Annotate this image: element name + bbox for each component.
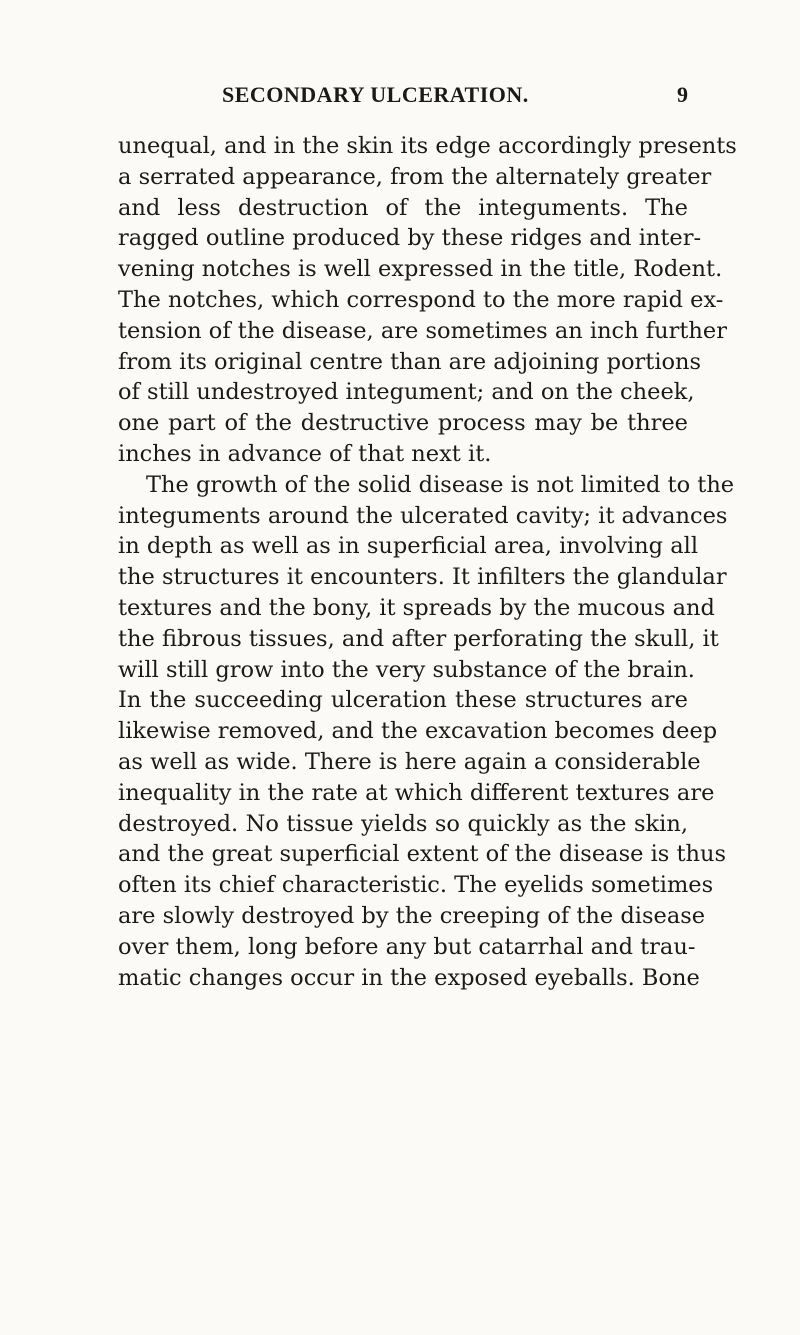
text-line: The notches, which correspond to the more rapid ex-	[118, 286, 724, 313]
text-line: In the succeeding ulceration these structures are	[118, 687, 688, 714]
running-header	[118, 78, 688, 112]
running-title: SECONDARY ULCERATION.	[222, 82, 529, 107]
text-line: matic changes occur in the exposed eyeballs. Bone	[118, 964, 700, 991]
text-line: the fibrous tissues, and after perforating the skull, it	[118, 625, 719, 652]
text-line: ragged outline produced by these ridges and inter-	[118, 225, 702, 252]
text-line: inches in advance of that next it.	[118, 440, 492, 467]
text-line: from its original centre than are adjoining portions	[118, 348, 702, 375]
text-line: integuments around the ulcerated cavity; it advances	[118, 502, 728, 529]
text-line: unequal, and in the skin its edge accordingly presents	[118, 133, 737, 159]
text-line: a serrated appearance, from the alternately greater	[118, 163, 712, 190]
text-line: of still undestroyed integument; and on the cheek,	[118, 379, 695, 406]
text-line: over them, long before any but catarrhal and trau-	[118, 933, 696, 960]
text-line: and the great superficial extent of the disease is thus	[118, 841, 727, 868]
text-line: in depth as well as in superficial area, involving all	[118, 533, 699, 560]
body-text	[118, 131, 737, 993]
text-line: often its chief characteristic. The eyelids sometimes	[118, 872, 714, 899]
text-line: tension of the disease, are sometimes an inch further	[118, 317, 727, 344]
text-line: destroyed. No tissue yields so quickly as the skin,	[118, 810, 688, 837]
text-line: and less destruction of the integuments. The	[118, 194, 688, 221]
text-line: are slowly destroyed by the creeping of the disease	[118, 902, 706, 929]
text-line: inequality in the rate at which different textures are	[118, 779, 715, 806]
text-line: The growth of the solid disease is not limited to the	[146, 471, 735, 498]
text-line: the structures it encounters. It infilters the glandular	[118, 564, 727, 591]
text-line: textures and the bony, it spreads by the mucous and	[118, 594, 715, 621]
text-line: likewise removed, and the excavation becomes deep	[118, 718, 718, 745]
text-line: vening notches is well expressed in the title, Rodent.	[118, 256, 723, 283]
text-line: will still grow into the very substance of the brain.	[118, 656, 695, 683]
text-line: as well as wide. There is here again a considerable	[118, 748, 701, 775]
paragraph	[118, 131, 737, 470]
page-number: 9	[677, 82, 688, 107]
text-line: one part of the destructive process may be three	[118, 410, 688, 437]
paragraph	[118, 470, 735, 994]
